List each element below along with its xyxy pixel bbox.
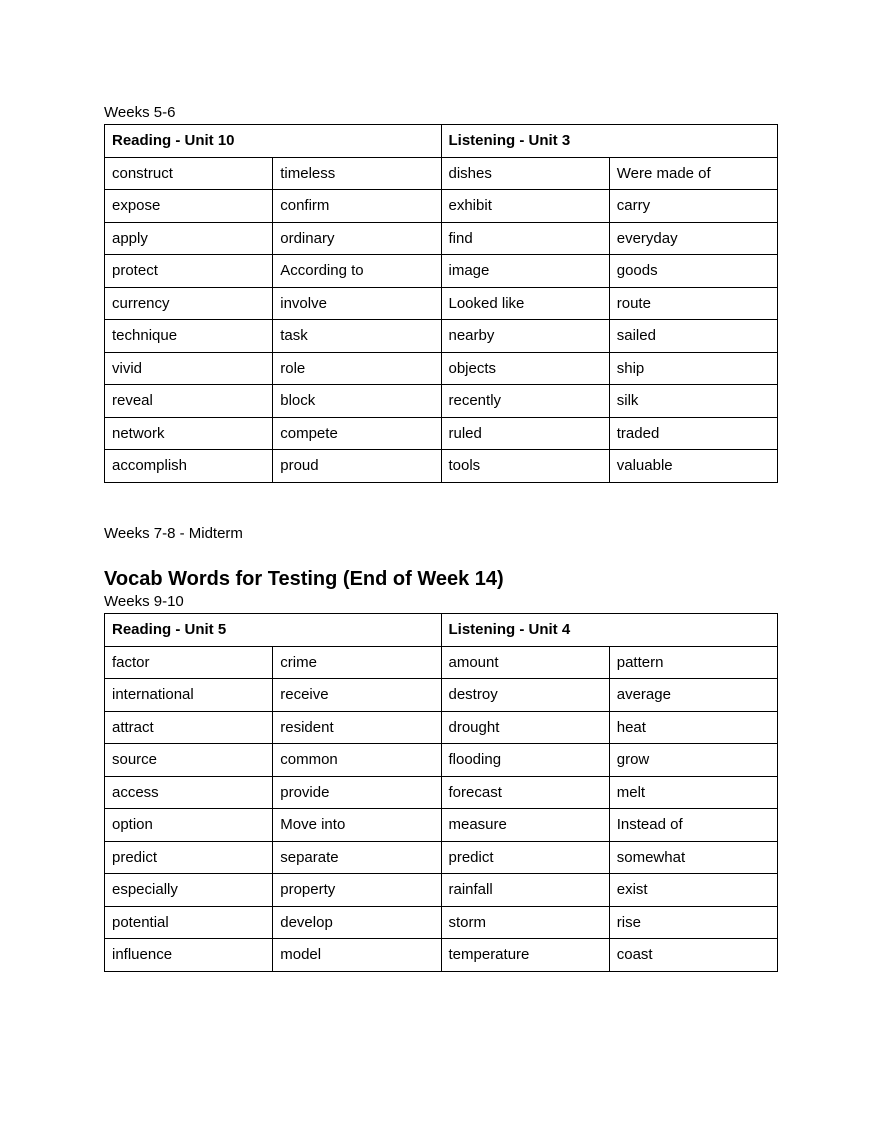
vocab-cell: confirm [273, 190, 441, 223]
vocab-cell: find [441, 222, 609, 255]
header-listening-unit: Listening - Unit 4 [441, 614, 778, 647]
vocab-cell: exhibit [441, 190, 609, 223]
vocab-cell: especially [105, 874, 273, 907]
table-row [105, 906, 778, 939]
table-row [105, 809, 778, 842]
vocab-cell: pattern [609, 646, 777, 679]
vocab-cell: apply [105, 222, 273, 255]
vocab-cell: silk [609, 385, 777, 418]
vocab-cell: destroy [441, 679, 609, 712]
vocab-cell: rise [609, 906, 777, 939]
table-row [105, 874, 778, 907]
vocab-cell: dishes [441, 157, 609, 190]
vocab-cell: ordinary [273, 222, 441, 255]
page-heading: Vocab Words for Testing (End of Week 14) [104, 568, 504, 590]
vocab-cell: expose [105, 190, 273, 223]
vocab-cell: sailed [609, 320, 777, 353]
header-listening-unit: Listening - Unit 3 [441, 125, 778, 158]
vocab-cell: proud [273, 450, 441, 483]
header-reading-unit: Reading - Unit 10 [105, 125, 442, 158]
vocab-cell: timeless [273, 157, 441, 190]
vocab-cell: temperature [441, 939, 609, 972]
vocab-cell: flooding [441, 744, 609, 777]
vocab-cell: coast [609, 939, 777, 972]
vocab-cell: accomplish [105, 450, 273, 483]
table-row [105, 939, 778, 972]
midterm-label: Weeks 7-8 - Midterm [104, 525, 243, 542]
vocab-cell: carry [609, 190, 777, 223]
section-label-weeks-5-6: Weeks 5-6 [104, 104, 176, 121]
vocab-cell: somewhat [609, 841, 777, 874]
header-reading-unit: Reading - Unit 5 [105, 614, 442, 647]
vocab-cell: block [273, 385, 441, 418]
table-row [105, 646, 778, 679]
table-row [105, 385, 778, 418]
vocab-cell: separate [273, 841, 441, 874]
vocab-cell: measure [441, 809, 609, 842]
vocab-cell: property [273, 874, 441, 907]
vocab-cell: ruled [441, 417, 609, 450]
table-row [105, 157, 778, 190]
vocab-table-weeks-9-10 [104, 613, 778, 972]
table-row [105, 352, 778, 385]
vocab-cell: option [105, 809, 273, 842]
vocab-cell: predict [105, 841, 273, 874]
table-row [105, 287, 778, 320]
vocab-cell: tools [441, 450, 609, 483]
vocab-cell: receive [273, 679, 441, 712]
table-header-row [105, 125, 778, 158]
vocab-cell: influence [105, 939, 273, 972]
vocab-cell: average [609, 679, 777, 712]
table-row [105, 841, 778, 874]
vocab-cell: recently [441, 385, 609, 418]
vocab-cell: forecast [441, 776, 609, 809]
vocab-cell: melt [609, 776, 777, 809]
vocab-cell: nearby [441, 320, 609, 353]
vocab-cell: develop [273, 906, 441, 939]
table-row [105, 679, 778, 712]
vocab-cell: source [105, 744, 273, 777]
vocab-cell: network [105, 417, 273, 450]
vocab-cell: currency [105, 287, 273, 320]
vocab-cell: vivid [105, 352, 273, 385]
vocab-table-weeks-5-6 [104, 124, 778, 483]
table-row [105, 744, 778, 777]
vocab-cell: Instead of [609, 809, 777, 842]
vocab-cell: According to [273, 255, 441, 288]
table-row [105, 711, 778, 744]
table-row [105, 222, 778, 255]
table-row [105, 320, 778, 353]
vocab-cell: protect [105, 255, 273, 288]
vocab-cell: image [441, 255, 609, 288]
vocab-cell: provide [273, 776, 441, 809]
table-row [105, 417, 778, 450]
vocab-cell: drought [441, 711, 609, 744]
vocab-cell: predict [441, 841, 609, 874]
vocab-cell: everyday [609, 222, 777, 255]
vocab-cell: access [105, 776, 273, 809]
vocab-cell: valuable [609, 450, 777, 483]
vocab-cell: ship [609, 352, 777, 385]
vocab-cell: factor [105, 646, 273, 679]
vocab-cell: task [273, 320, 441, 353]
vocab-cell: traded [609, 417, 777, 450]
table-header-row [105, 614, 778, 647]
table-row [105, 255, 778, 288]
vocab-cell: compete [273, 417, 441, 450]
vocab-cell: attract [105, 711, 273, 744]
vocab-cell: storm [441, 906, 609, 939]
vocab-cell: crime [273, 646, 441, 679]
vocab-cell: resident [273, 711, 441, 744]
vocab-cell: common [273, 744, 441, 777]
vocab-cell: involve [273, 287, 441, 320]
vocab-cell: exist [609, 874, 777, 907]
table-row [105, 776, 778, 809]
vocab-cell: Looked like [441, 287, 609, 320]
vocab-cell: goods [609, 255, 777, 288]
vocab-cell: international [105, 679, 273, 712]
vocab-cell: grow [609, 744, 777, 777]
vocab-cell: route [609, 287, 777, 320]
vocab-cell: role [273, 352, 441, 385]
section-label-weeks-9-10: Weeks 9-10 [104, 593, 184, 610]
vocab-cell: objects [441, 352, 609, 385]
table-row [105, 450, 778, 483]
vocab-cell: rainfall [441, 874, 609, 907]
vocab-cell: construct [105, 157, 273, 190]
vocab-cell: heat [609, 711, 777, 744]
table-row [105, 190, 778, 223]
vocab-cell: amount [441, 646, 609, 679]
vocab-cell: technique [105, 320, 273, 353]
vocab-cell: potential [105, 906, 273, 939]
vocab-cell: Were made of [609, 157, 777, 190]
vocab-cell: reveal [105, 385, 273, 418]
vocab-cell: Move into [273, 809, 441, 842]
vocab-cell: model [273, 939, 441, 972]
